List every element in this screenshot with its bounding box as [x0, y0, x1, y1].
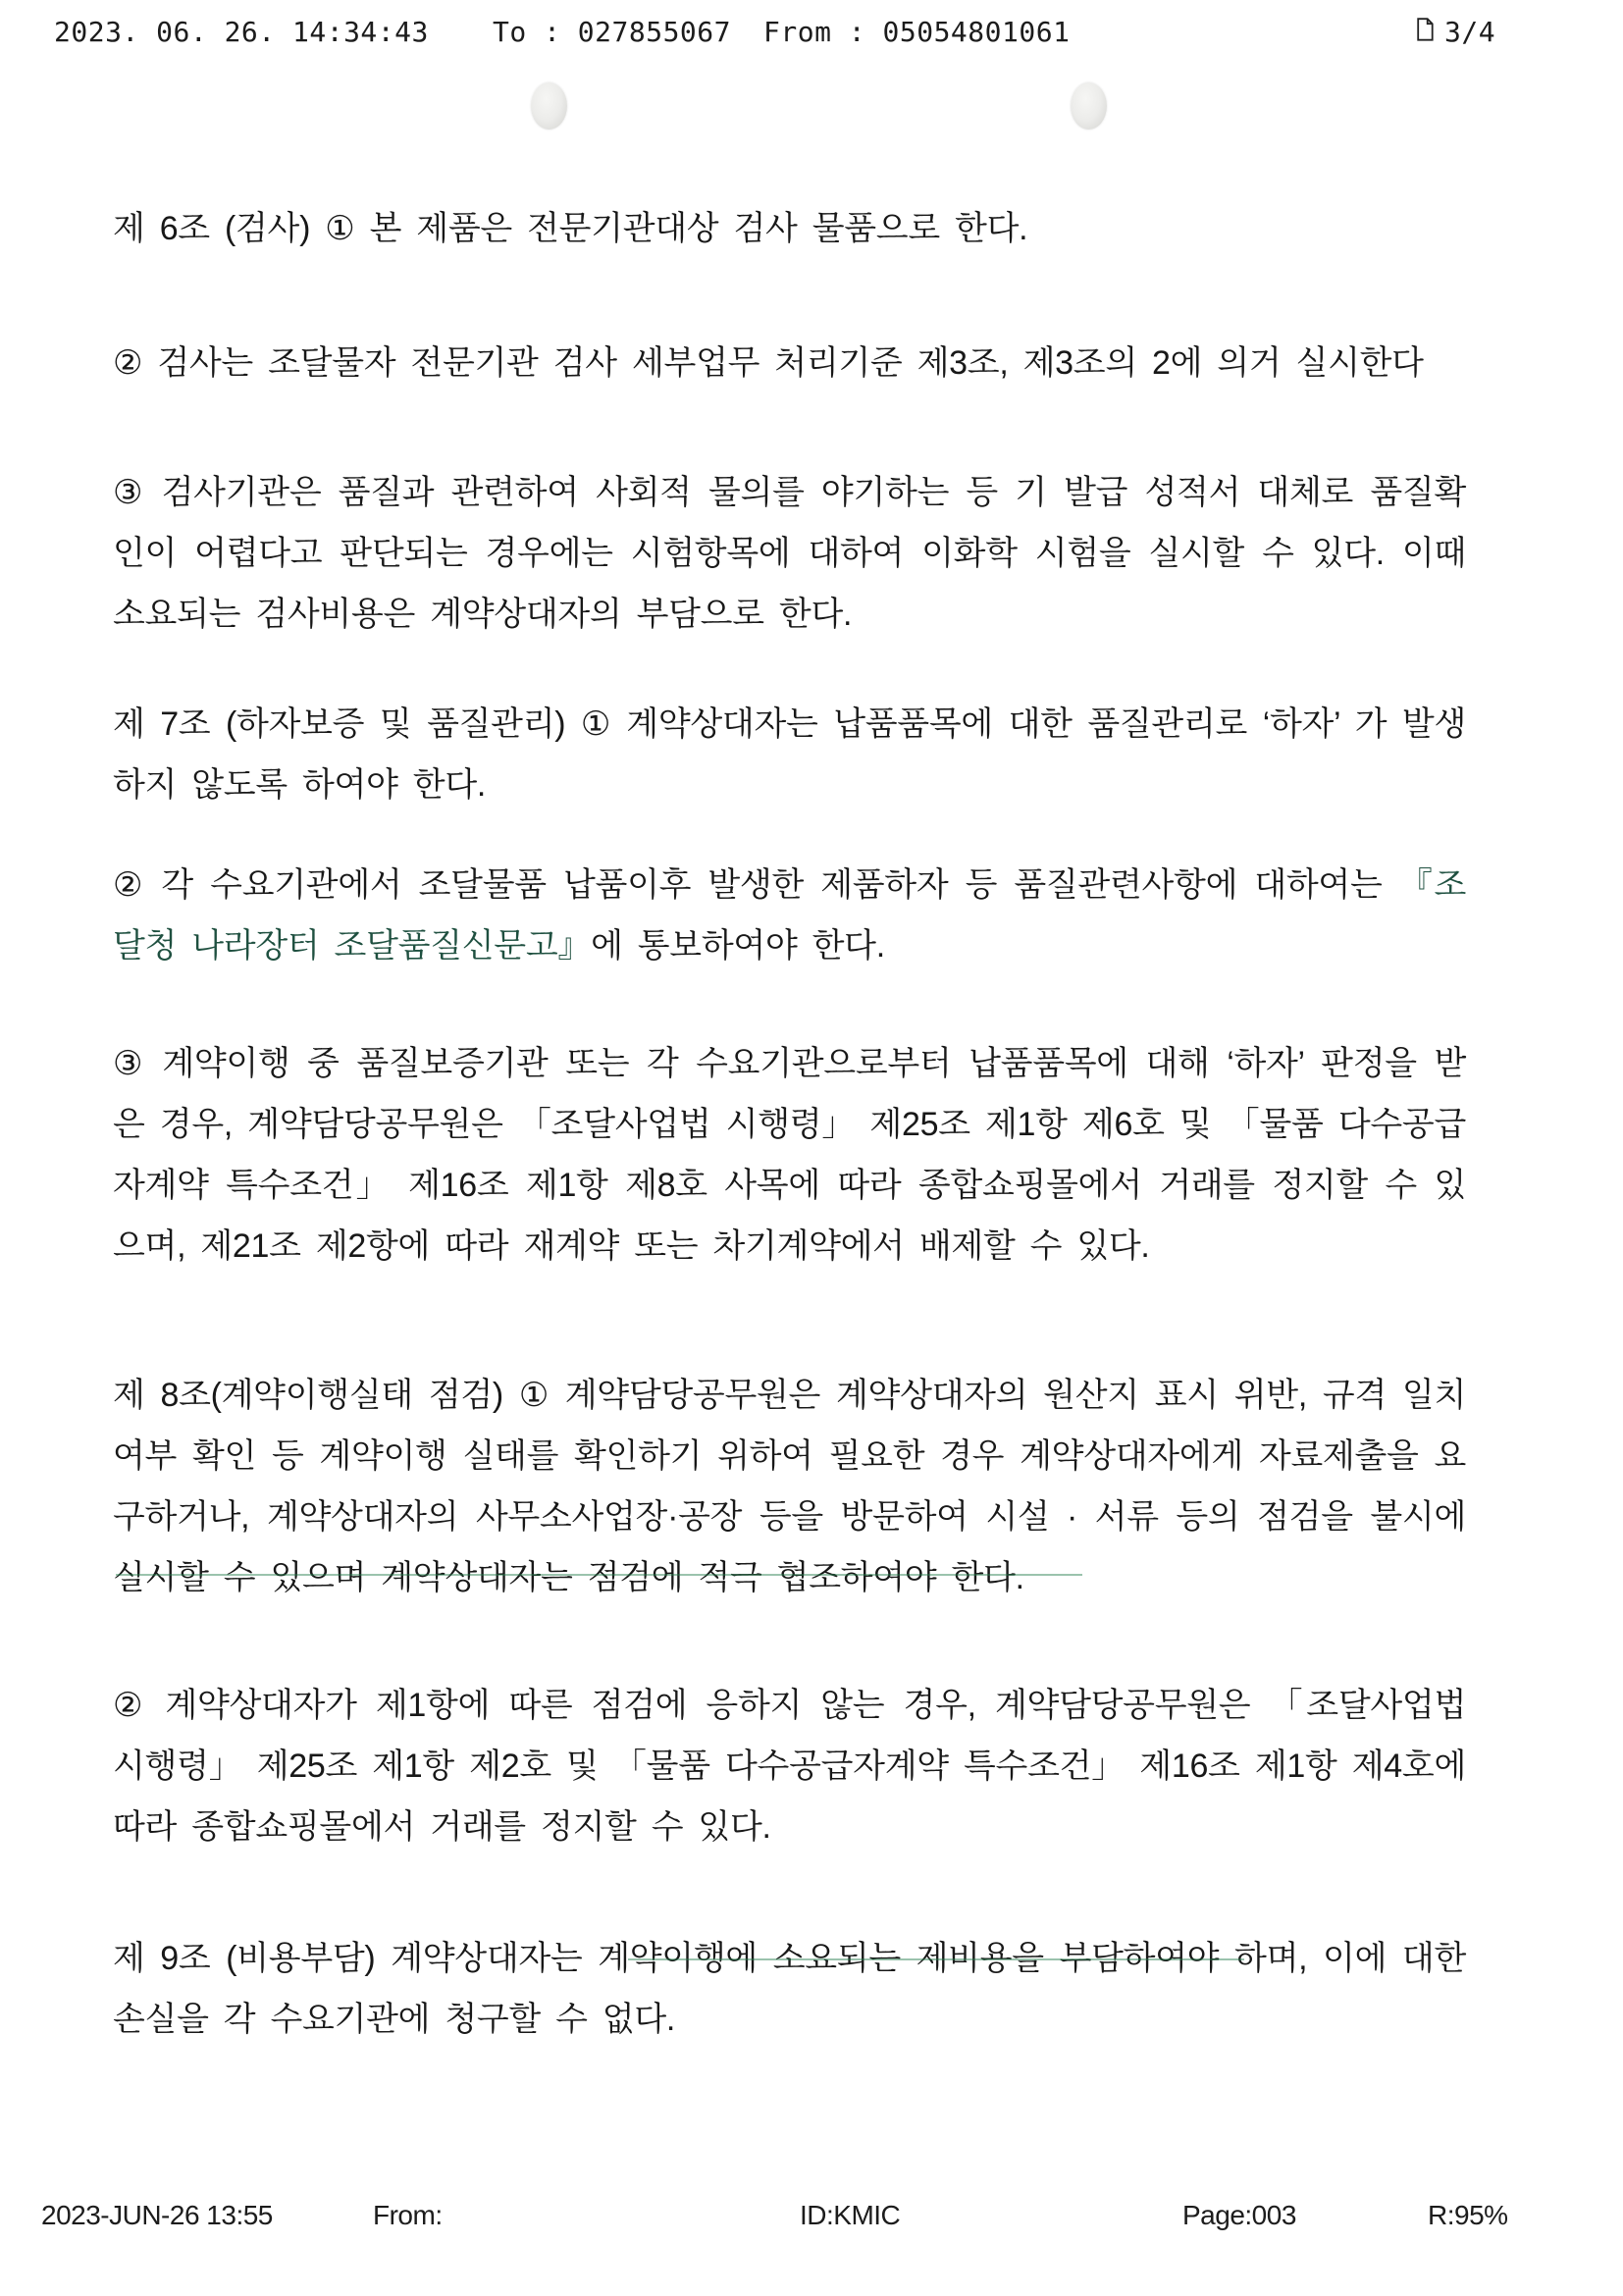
fax-header-from: From : 05054801061	[763, 16, 1071, 48]
fax-footer-page-number: Page:003	[1182, 2200, 1296, 2230]
document-page-icon	[1417, 16, 1434, 48]
paragraph-article-7-clause-3: ③ 계약이행 중 품질보증기관 또는 각 수요기관으로부터 납품품목에 대해 ‘하자’ 판정을 받은 경우, 계약담당공무원은 「조달사업법 시행령」 제25조 제1항 제6호 및 「물품 다수공급자계약 특수조건」 제16조 제1항 제8호 사목에 따라 종합쇼핑몰에서 거래를 정지할 수 있으며, 제21조 제2항에 따라 재계약 또는 차기계약에서 배제할 수 있다.	[113, 1045, 1466, 1265]
paragraph-article-7-clause-2	[113, 855, 1466, 976]
document-body	[113, 198, 1466, 2050]
clause-text-suffix: 에 통보하여야 한다.	[591, 927, 885, 965]
clause-text-prefix: ② 각 수요기관에서 조달물품 납품이후 발생한 제품하자 등 품질관련사항에 대하여는	[113, 866, 1399, 904]
paragraph-article-7-clause-1: 제 7조 (하자보증 및 품질관리) ① 계약상대자는 납품품목에 대한 품질관리로 ‘하자’ 가 발생하지 않도록 하여야 한다.	[113, 705, 1466, 804]
scan-artifact-line	[628, 1958, 1244, 1960]
paragraph-article-9: 제 9조 (비용부담) 계약상대자는 계약이행에 소요되는 제비용을 부담하여야 하며, 이에 대한 손실을 각 수요기관에 청구할 수 없다.	[113, 1940, 1466, 2038]
fax-header-datetime: 2023. 06. 26. 14:34:43	[54, 16, 429, 48]
punch-hole-mark-left	[531, 82, 567, 130]
fax-footer-resolution: R:95%	[1428, 2200, 1508, 2230]
fax-footer-id: ID:KMIC	[800, 2200, 901, 2230]
paragraph-article-8-clause-1: 제 8조(계약이행실태 점검) ① 계약담당공무원은 계약상대자의 원산지 표시 위반, 규격 일치여부 확인 등 계약이행 실태를 확인하기 위하여 필요한 경우 계약상대자에게 자료제출을 요구하거나, 계약상대자의 사무소사업장·공장 등을 방문하여 시설 · 서류 등의 점검을 불시에 실시할 수 있으며 계약상대자는 점검에 적극 협조하여야 한다.	[113, 1377, 1466, 1596]
punch-hole-mark-right	[1071, 82, 1107, 130]
paragraph-article-6-clause-1: 제 6조 (검사) ① 본 제품은 전문기관대상 검사 물품으로 한다.	[113, 210, 1028, 247]
paragraph-article-8-clause-2: ② 계약상대자가 제1항에 따른 점검에 응하지 않는 경우, 계약담당공무원은 「조달사업법 시행령」 제25조 제1항 제2호 및 「물품 다수공급자계약 특수조건」 제16조 제1항 제4호에 따라 종합쇼핑몰에서 거래를 정지할 수 있다.	[113, 1687, 1466, 1846]
paragraph-article-6-clause-2: ② 검사는 조달물자 전문기관 검사 세부업무 처리기준 제3조, 제3조의 2에 의거 실시한다	[113, 344, 1424, 382]
fax-header-to: To : 027855067	[493, 16, 732, 48]
scan-artifact-line	[116, 1574, 1082, 1576]
fax-page-indicator: 3/4	[1444, 16, 1496, 48]
paragraph-article-6-clause-3: ③ 검사기관은 품질과 관련하여 사회적 물의를 야기하는 등 기 발급 성적서 대체로 품질확인이 어렵다고 판단되는 경우에는 시험항목에 대하여 이화학 시험을 실시할 수 있다. 이때 소요되는 검사비용은 계약상대자의 부담으로 한다.	[113, 474, 1466, 633]
procurement-quality-hotline-reference: 『조달청 나라장터 조달품질신문고』	[113, 866, 1466, 965]
fax-footer-from-label: From:	[373, 2200, 443, 2230]
fax-footer-datetime: 2023-JUN-26 13:55	[41, 2200, 273, 2230]
